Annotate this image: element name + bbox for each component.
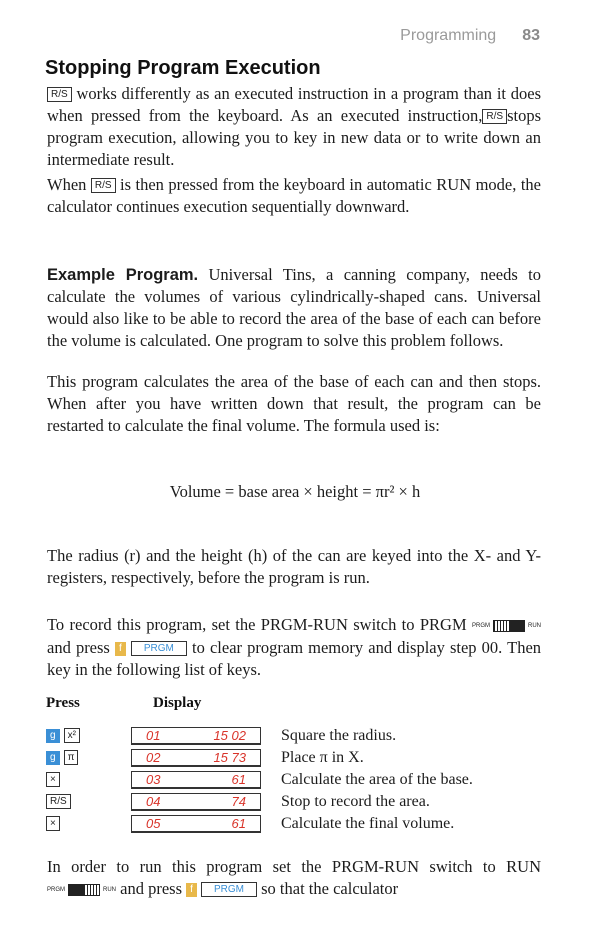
g-key: g bbox=[46, 751, 60, 765]
display-readout bbox=[131, 793, 261, 811]
paragraph-rs-behavior bbox=[47, 83, 541, 171]
display-readout bbox=[131, 815, 261, 833]
table-row bbox=[46, 814, 546, 836]
key-code: 15 73 bbox=[213, 750, 246, 765]
table-row bbox=[46, 726, 546, 748]
display-readout bbox=[131, 749, 261, 767]
paragraph-example bbox=[47, 264, 541, 352]
key-code: 15 02 bbox=[213, 728, 246, 743]
press-column-header: Press bbox=[46, 695, 80, 711]
switch-label-run: RUN bbox=[103, 887, 116, 893]
pi-key: π bbox=[64, 750, 79, 765]
paragraph-text: When bbox=[47, 175, 87, 194]
page-number: 83 bbox=[522, 27, 540, 44]
switch-track bbox=[493, 620, 525, 632]
keystroke-table bbox=[46, 726, 546, 836]
paragraph-text: so that the calculator bbox=[261, 879, 399, 898]
press-keys bbox=[46, 772, 60, 787]
paragraph-registers: The radius (r) and the height (h) of the can are keyed into the X- and Y-registers, respectively, before the program is run. bbox=[47, 546, 541, 587]
prgm-run-switch-icon bbox=[472, 615, 541, 637]
paragraph-text: Universal Tins, a canning company, needs to calculate the volumes of various cylindrically-shaped cans. Universal would also like to be able to record the area of the base of each can before the volume is calculated. One program to solve this problem follows. bbox=[47, 265, 541, 350]
paragraph-text: to clear program memory and display step 00. Then key in the following list of keys. bbox=[47, 638, 542, 679]
example-lead: Example Program. bbox=[47, 266, 199, 284]
paragraph-record-program bbox=[47, 614, 541, 681]
display-column-header: Display bbox=[153, 695, 202, 711]
step-description: Calculate the final volume. bbox=[281, 815, 455, 832]
x-squared-key: x² bbox=[64, 728, 80, 743]
section-name: Programming bbox=[400, 27, 497, 44]
press-keys bbox=[46, 816, 60, 831]
switch-label-prgm: PRGM bbox=[47, 887, 65, 893]
key-code: 61 bbox=[231, 772, 246, 787]
display-readout bbox=[131, 771, 261, 789]
running-head bbox=[400, 27, 540, 45]
switch-track bbox=[68, 884, 100, 896]
rs-key: R/S bbox=[47, 87, 72, 102]
multiply-key: × bbox=[46, 772, 60, 787]
paragraph-text: stops program execution, allowing you to key in new data or to write down an intermediate result. bbox=[47, 106, 541, 169]
prgm-key: PRGM bbox=[131, 641, 187, 656]
key-code: 74 bbox=[231, 794, 246, 809]
f-key: f bbox=[115, 642, 126, 656]
press-keys bbox=[46, 728, 80, 743]
f-key: f bbox=[186, 883, 197, 897]
prgm-key: PRGM bbox=[201, 882, 257, 897]
step-number: 03 bbox=[146, 772, 161, 787]
key-code: 61 bbox=[231, 816, 246, 831]
step-description: Stop to record the area. bbox=[281, 793, 430, 810]
prgm-run-switch-icon bbox=[47, 879, 116, 901]
paragraph-text: is then pressed from the keyboard in automatic RUN mode, the calculator continues execution sequentially downward. bbox=[47, 175, 542, 216]
table-row bbox=[46, 748, 546, 770]
step-number: 01 bbox=[146, 728, 161, 743]
step-number: 04 bbox=[146, 794, 161, 809]
paragraph-text: To record this program, set the PRGM-RUN switch to PRGM bbox=[47, 615, 467, 634]
press-keys bbox=[46, 750, 78, 765]
paragraph-text: works differently as an executed instruction in a program than it does when pressed from the keyboard. As an executed instruction, bbox=[47, 84, 541, 125]
g-key: g bbox=[46, 729, 60, 743]
paragraph-text: and press bbox=[120, 879, 182, 898]
display-readout bbox=[131, 727, 261, 745]
rs-key: R/S bbox=[91, 178, 116, 193]
paragraph-run-mode bbox=[47, 174, 541, 218]
paragraph-text: In order to run this program set the PRGM-RUN switch to RUN bbox=[47, 857, 541, 876]
table-row bbox=[46, 792, 546, 814]
multiply-key: × bbox=[46, 816, 60, 831]
section-title: Stopping Program Execution bbox=[45, 57, 321, 79]
step-number: 02 bbox=[146, 750, 161, 765]
step-description: Place π in X. bbox=[281, 749, 364, 766]
step-description: Calculate the area of the base. bbox=[281, 771, 473, 788]
step-description: Square the radius. bbox=[281, 727, 397, 744]
paragraph-text: and press bbox=[47, 638, 110, 657]
rs-key: R/S bbox=[482, 109, 507, 124]
step-number: 05 bbox=[146, 816, 161, 831]
switch-label-run: RUN bbox=[528, 623, 541, 629]
press-keys bbox=[46, 794, 71, 809]
volume-formula: Volume = base area × height = πr² × h bbox=[169, 482, 421, 501]
paragraph-run-program bbox=[47, 856, 541, 901]
table-row bbox=[46, 770, 546, 792]
switch-label-prgm: PRGM bbox=[472, 623, 490, 629]
paragraph-program-description: This program calculates the area of the base of each can and then stops. When after you have written down that result, the program can be restarted to calculate the final volume. The formula used is: bbox=[47, 372, 541, 435]
rs-key: R/S bbox=[46, 794, 71, 809]
